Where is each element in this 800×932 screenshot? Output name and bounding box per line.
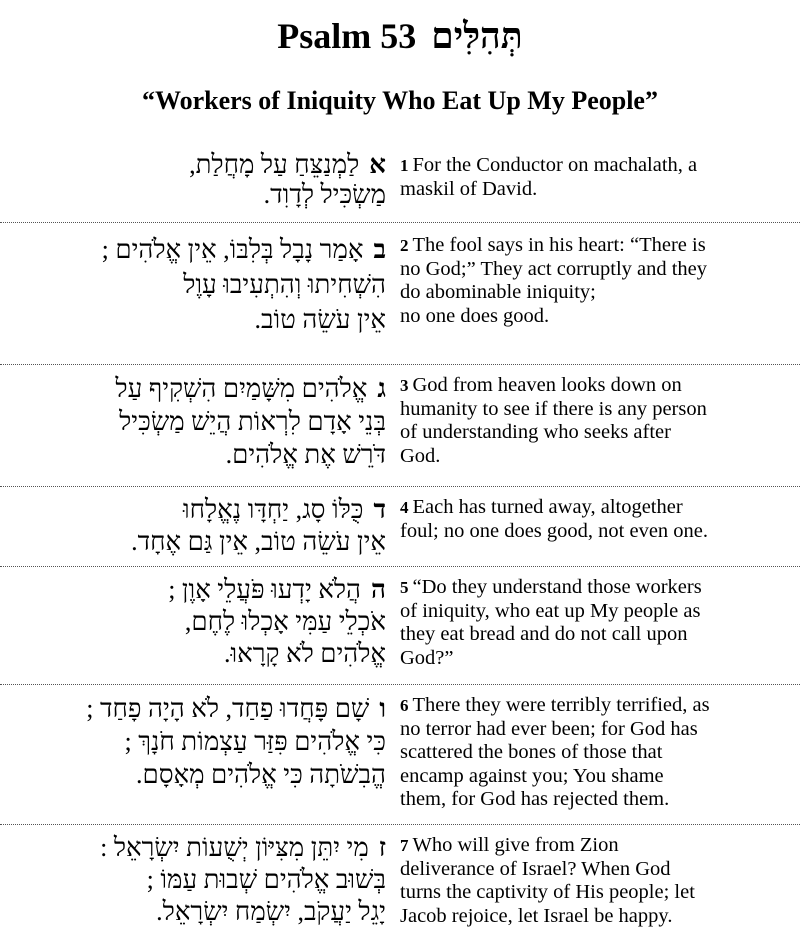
- english-line: encamp against you; You shame: [400, 764, 664, 787]
- english-line: no God;” They act corruptly and they: [400, 257, 708, 280]
- hebrew-line: הֱבִשֹׁתָה כִּי אֱלֹהִים מְאָסָם.: [135, 760, 386, 789]
- english-text: [392, 230, 800, 358]
- english-line: no one does good.: [400, 304, 550, 327]
- hebrew-verse-number: ו: [379, 694, 386, 723]
- verse-row: [0, 372, 800, 478]
- title-hebrew: תְּהִלִּים: [431, 16, 523, 56]
- english-line: God?”: [400, 646, 454, 669]
- hebrew-line: אֵין עֹשֵׂה טוֹב.: [254, 305, 386, 334]
- hebrew-line: הִשְׁחִיתוּ וְהִתְעִיבוּ עָוֶל: [183, 270, 386, 299]
- verse-row: [0, 692, 800, 814]
- title-english: Psalm 53: [277, 16, 417, 56]
- hebrew-text: [0, 494, 392, 560]
- english-text: [392, 574, 800, 676]
- english-line: The fool says in his heart: “There is: [412, 234, 706, 256]
- hebrew-line: שָׁם פָּחֲדוּ פַחַד, לֹא הָיָה פָחַד ;: [86, 694, 370, 723]
- english-line: God.: [400, 444, 441, 467]
- english-text: [392, 148, 800, 214]
- english-line: For the Conductor on machalath, a: [412, 154, 698, 176]
- english-line: them, for God has rejected them.: [400, 788, 670, 810]
- english-line: turns the captivity of His people; let: [400, 881, 695, 903]
- hebrew-line: כֻּלּוֹ סָג, יַחְדָּו נֶאֱלָחוּ: [182, 495, 364, 524]
- hebrew-line: לַמְנַצֵּחַ עַל מָחֲלַת,: [189, 150, 360, 179]
- hebrew-line: בְּשׁוּב אֱלֹהִים שְׁבוּת עַמּוֹ ;: [146, 865, 386, 894]
- hebrew-verse-number: ב: [373, 235, 386, 264]
- english-text: [392, 494, 800, 560]
- hebrew-verse-number: ה: [371, 575, 386, 604]
- english-verse-number: 7: [400, 836, 409, 855]
- english-line: Who will give from Zion: [412, 834, 619, 856]
- verse-row: [0, 494, 800, 560]
- english-line: “Do they understand those workers: [412, 576, 702, 598]
- hebrew-text: [0, 692, 392, 814]
- verse-row: [0, 832, 800, 932]
- hebrew-line: אֱלֹהִים לֹא קָרָאוּ.: [224, 639, 386, 668]
- hebrew-text: [0, 832, 392, 932]
- verse-row: [0, 230, 800, 358]
- english-verse-number: 6: [400, 696, 409, 715]
- hebrew-text: [0, 372, 392, 478]
- verse-row: [0, 148, 800, 214]
- english-line: deliverance of Israel? When God: [400, 857, 671, 880]
- english-text: [392, 372, 800, 478]
- hebrew-verse-number: ג: [377, 374, 386, 403]
- hebrew-text: [0, 574, 392, 676]
- english-line: of understanding who seeks after: [400, 421, 671, 443]
- english-line: There they were terribly terrified, as: [412, 694, 710, 716]
- hebrew-verse-number: א: [369, 150, 386, 179]
- english-line: scattered the bones of those that: [400, 741, 663, 763]
- english-line: God from heaven looks down on: [412, 374, 682, 396]
- hebrew-line: אֵין עֹשֵׂה טוֹב, אֵין גַּם אֶחָד.: [131, 527, 386, 556]
- english-line: Jacob rejoice, let Israel be happy.: [400, 904, 673, 927]
- english-line: Each has turned away, altogether: [412, 496, 683, 518]
- english-verse-number: 4: [400, 498, 409, 517]
- hebrew-line: אֱלֹהִים מִשָּׁמַיִם הִשְׁקִיף עַל: [115, 374, 368, 403]
- english-line: do abominable iniquity;: [400, 281, 596, 303]
- english-line: no terror had ever been; for God has: [400, 717, 698, 740]
- english-line: of iniquity, who eat up My people as: [400, 599, 701, 622]
- hebrew-text: [0, 230, 392, 358]
- english-line: foul; no one does good, not even one.: [400, 519, 709, 542]
- hebrew-line: אָמַר נָבָל בְּלִבּוֹ, אֵין אֱלֹהִים ;: [101, 235, 364, 264]
- english-text: [392, 832, 800, 932]
- hebrew-line: יָגֵל יַעֲקֹב, יִשְׂמַח יִשְׂרָאֵל.: [156, 897, 386, 926]
- english-line: humanity to see if there is any person: [400, 397, 707, 420]
- hebrew-line: הֲלֹא יָדְעוּ פֹּעֲלֵי אָוֶן ;: [168, 575, 362, 604]
- english-line: they eat bread and do not call upon: [400, 623, 688, 645]
- english-verse-number: 1: [400, 156, 409, 175]
- hebrew-verse-number: ד: [373, 495, 386, 524]
- english-text: [392, 692, 800, 814]
- verse-list: [0, 148, 800, 932]
- verse-row: [0, 574, 800, 676]
- page-title: [0, 14, 800, 58]
- hebrew-line: מִי יִתֵּן מִצִּיּוֹן יְשֻׁעוֹת יִשְׂרָאֵל :: [100, 833, 369, 862]
- hebrew-text: [0, 148, 392, 214]
- hebrew-verse-number: ז: [378, 833, 386, 862]
- english-line: maskil of David.: [400, 177, 538, 200]
- english-verse-number: 2: [400, 236, 409, 255]
- hebrew-line: כִּי אֱלֹהִים פִּזַּר עַצְמוֹת חֹנָךְ ;: [124, 727, 386, 756]
- hebrew-line: דֹּרֵשׁ אֶת אֱלֹהִים.: [225, 440, 386, 469]
- page-subtitle: “Workers of Iniquity Who Eat Up My People”: [142, 86, 658, 115]
- hebrew-line: מַשְׂכִּיל לְדָוִד.: [263, 180, 386, 209]
- english-verse-number: 3: [400, 376, 409, 395]
- hebrew-line: בְּנֵי אָדָם לִרְאוֹת הֲיֵשׁ מַשְׂכִּיל: [119, 407, 386, 436]
- hebrew-line: אֹכְלֵי עַמִּי אָכְלוּ לֶחֶם,: [184, 607, 386, 636]
- english-verse-number: 5: [400, 578, 409, 597]
